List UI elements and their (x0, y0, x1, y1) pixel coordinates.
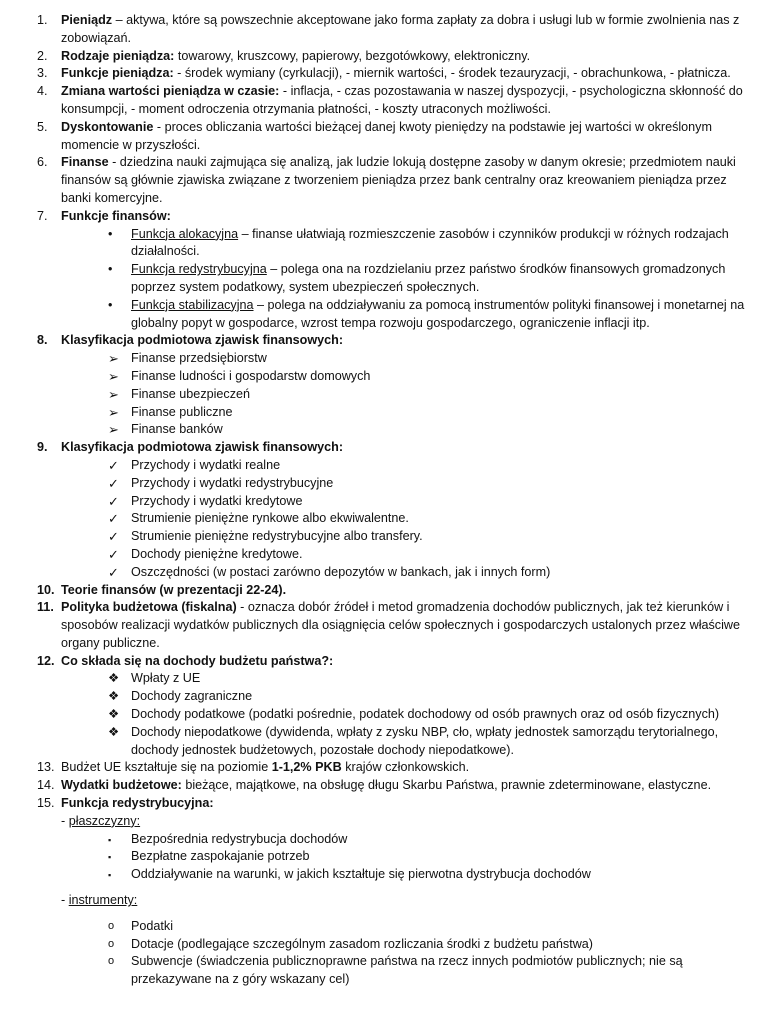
definition: krajów członkowskich. (341, 760, 470, 775)
list-text: Dochody zagraniczne (131, 689, 253, 704)
square-bullet-icon: ▪ (108, 852, 112, 863)
item-number: 11. (37, 600, 54, 615)
term: Funkcja alokacyjna (131, 226, 239, 241)
list-item (37, 795, 746, 989)
definition: – finanse ułatwiają rozmieszczenie zasobów i czynników produkcji w różnych rodzajach działalności. (131, 226, 729, 259)
list-item (108, 493, 746, 511)
list-text: Strumienie pieniężne rynkowe albo ekwiwalentne. (131, 511, 409, 526)
term: Funkcja redystrybucyjna: (61, 796, 214, 811)
definition: - dziedzina nauki zajmująca się analizą, jak ludzie lokują dostępne zasoby w danym okresie; przedmiotem nauki finansów są głównie zjawiska związane z tworzeniem pieniądza przez bank centralny oraz kreowaniem pieniądza przez banki komercyjne. (61, 155, 736, 205)
term: Funkcja stabilizacyjna (131, 297, 254, 312)
item-number: 3. (37, 66, 48, 81)
list-text: Subwencje (świadczenia publicznoprawne państwa na rzecz innych podmiotów publicznych; nie są przekazywane na z góry wskazany cel) (131, 954, 683, 987)
list-item (37, 119, 746, 155)
check-icon: ✓ (108, 564, 119, 580)
list-item (108, 831, 746, 849)
list-text: Strumienie pieniężne redystrybucyjne albo transfery. (131, 529, 423, 544)
definition: - środek wymiany (cyrkulacji), - miernik wartości, - środek tezauryzacji, - obrachunkowa, - płatnicza. (173, 66, 731, 81)
dash-marker: - (61, 893, 69, 908)
item-number: 13. (37, 760, 55, 775)
square-bullet-icon: ▪ (108, 834, 112, 845)
list-item (108, 670, 746, 688)
list-item (108, 546, 746, 564)
term: Teorie finansów (w prezentacji 22-24). (61, 582, 287, 597)
numbered-list (37, 12, 746, 989)
circle-list (61, 918, 746, 989)
subheading-label: płaszczyzny: (68, 813, 141, 828)
list-item (108, 936, 746, 954)
item-number: 4. (37, 84, 48, 99)
list-text: Przychody i wydatki realne (131, 457, 281, 472)
list-item (37, 582, 746, 600)
list-text: Finanse ludności i gospodarstw domowych (131, 368, 371, 383)
list-text: Bezpłatne zaspokajanie potrzeb (131, 849, 310, 864)
list-item (37, 777, 746, 795)
item-number: 10. (37, 582, 55, 597)
item-number: 8. (37, 333, 48, 348)
list-item (37, 154, 746, 207)
term: Klasyfikacja podmiotowa zjawisk finansowych: (61, 333, 344, 348)
list-item (108, 386, 746, 404)
term: Pieniądz (61, 13, 113, 27)
check-icon: ✓ (108, 493, 119, 509)
term: Funkcja redystrybucyjna (131, 262, 267, 277)
list-text: Wpłaty z UE (131, 671, 201, 686)
list-item (37, 208, 746, 333)
list-text: Finanse ubezpieczeń (131, 386, 251, 401)
list-item (108, 457, 746, 475)
term: Polityka budżetowa (fiskalna) (61, 600, 237, 615)
list-item (108, 510, 746, 528)
check-icon: ✓ (108, 546, 119, 562)
subheading-plaszczyzny (61, 813, 746, 831)
list-item (108, 848, 746, 866)
list-item (108, 564, 746, 582)
list-item (108, 706, 746, 724)
list-text: Dotacje (podlegające szczególnym zasadom rozliczania środki z budżetu państwa) (131, 936, 594, 951)
list-text: Oddziaływanie na warunki, w jakich kształtuje się pierwotna dystrybucja dochodów (131, 867, 591, 882)
list-item (37, 439, 746, 581)
term: Funkcje finansów: (61, 208, 171, 223)
list-item (37, 759, 746, 777)
list-item (37, 83, 746, 119)
list-text: Dochody podatkowe (podatki pośrednie, podatek dochodowy od osób prawnych oraz od osób fizycznych) (131, 707, 720, 722)
square-list (61, 831, 746, 884)
definition: – polega na oddziaływaniu za pomocą instrumentów polityki finansowej i monetarnej na globalny popyt w gospodarce, wzrost tempa rozwoju gospodarczego, ograniczenie inflacji itp. (131, 297, 745, 330)
bullet-icon: • (108, 226, 113, 241)
check-icon: ✓ (108, 529, 119, 545)
item-number: 15. (37, 796, 55, 811)
list-text: Przychody i wydatki kredytowe (131, 493, 303, 508)
check-icon: ✓ (108, 475, 119, 491)
text-prefix: Budżet UE kształtuje się na poziomie (61, 760, 272, 775)
term: 1-1,2% PKB (271, 760, 342, 775)
diamond-icon: ❖ (108, 671, 120, 686)
subheading-label: instrumenty: (68, 893, 138, 908)
item-number: 7. (37, 208, 48, 223)
list-item (108, 918, 746, 936)
item-number: 1. (37, 13, 48, 27)
item-number: 2. (37, 48, 48, 63)
arrow-icon: ➢ (108, 386, 119, 402)
arrow-icon: ➢ (108, 422, 119, 438)
definition: - oznacza dobór źródeł i metod gromadzenia dochodów publicznych, jak też kierunków i sposobów realizacji wydatków publicznych dla osiągnięcia celów społecznych i gospodarczych ustalonych przez właściwe organy publiczne. (61, 600, 740, 650)
arrow-icon: ➢ (108, 351, 119, 367)
arrow-list (61, 350, 746, 439)
list-text: Oszczędności (w postaci zarówno depozytów w bankach, jak i innych form) (131, 564, 551, 579)
list-item (108, 688, 746, 706)
arrow-icon: ➢ (108, 368, 119, 384)
circle-bullet-icon: o (108, 919, 115, 932)
list-item (108, 421, 746, 439)
subheading-instrumenty (61, 892, 746, 910)
diamond-icon: ❖ (108, 724, 120, 739)
term: Dyskontowanie (61, 119, 154, 134)
item-number: 12. (37, 653, 55, 668)
list-item (37, 65, 746, 83)
definition: – aktywa, które są powszechnie akceptowane jako forma zapłaty za dobra i usługi lub w formie zwolnienia nas z zobowiązań. (61, 13, 740, 45)
list-item (37, 599, 746, 652)
circle-bullet-icon: o (108, 955, 115, 968)
list-item (37, 653, 746, 760)
list-text: Dochody pieniężne kredytowe. (131, 546, 303, 561)
term: Klasyfikacja podmiotowa zjawisk finansowych: (61, 440, 344, 455)
item-number: 6. (37, 155, 48, 170)
bullet-icon: • (108, 297, 113, 312)
square-bullet-icon: ▪ (108, 870, 112, 881)
list-item (108, 953, 746, 989)
list-text: Finanse publiczne (131, 404, 233, 419)
definition: - proces obliczania wartości bieżącej danej kwoty pieniędzy na podstawie jej wartości w określonym momencie w przyszłości. (61, 119, 712, 152)
bullet-icon: • (108, 262, 113, 277)
list-text: Podatki (131, 918, 174, 933)
diamond-icon: ❖ (108, 689, 120, 704)
list-item (37, 332, 746, 439)
check-icon: ✓ (108, 511, 119, 527)
list-text: Finanse banków (131, 422, 223, 437)
list-item (108, 724, 746, 760)
definition: – polega ona na rozdzielaniu przez państwo środków finansowych gromadzonych poprzez system podatkowy, system ubezpieczeń społecznych. (131, 262, 726, 294)
list-item (108, 368, 746, 386)
list-item (37, 48, 746, 66)
check-icon: ✓ (108, 457, 119, 473)
bullet-list (61, 226, 746, 333)
list-text: Bezpośrednia redystrybucja dochodów (131, 831, 348, 846)
definition: towarowy, kruszcowy, papierowy, bezgotówkowy, elektroniczny. (174, 48, 531, 63)
check-list (61, 457, 746, 582)
item-number: 9. (37, 440, 48, 455)
list-item (108, 528, 746, 546)
term: Wydatki budżetowe: (61, 778, 182, 793)
list-text: Finanse przedsiębiorstw (131, 351, 267, 366)
list-item (108, 404, 746, 422)
diamond-icon: ❖ (108, 707, 120, 722)
list-item (108, 226, 746, 262)
term: Rodzaje pieniądza: (61, 48, 175, 63)
dash-marker: - (61, 813, 69, 828)
list-item (108, 297, 746, 333)
list-text: Przychody i wydatki redystrybucyjne (131, 475, 334, 490)
item-number: 5. (37, 119, 48, 134)
list-item (108, 866, 746, 884)
list-item (108, 350, 746, 368)
arrow-icon: ➢ (108, 404, 119, 420)
item-number: 14. (37, 778, 55, 793)
diamond-list (61, 670, 746, 759)
list-item (37, 12, 746, 48)
term: Finanse (61, 155, 109, 170)
list-item (108, 261, 746, 297)
list-text: Dochody niepodatkowe (dywidenda, wpłaty z zysku NBP, cło, wpłaty jednostek samorządu terytorialnego, dochody jednostek budżetowych, pozostałe dochody niepodatkowe). (131, 724, 719, 757)
definition: - inflacja, - czas pozostawania w naszej dyspozycji, - psychologiczna skłonność do konsumpcji, - moment odroczenia otrzymania płatności, - koszty utraconych możliwości. (61, 84, 743, 116)
term: Zmiana wartości pieniądza w czasie: (61, 84, 280, 99)
definition: bieżące, majątkowe, na obsługę długu Skarbu Państwa, prawnie zdeterminowane, elastyczne. (181, 778, 712, 793)
list-item (108, 475, 746, 493)
circle-bullet-icon: o (108, 937, 115, 950)
term: Co składa się na dochody budżetu państwa?: (61, 653, 334, 668)
term: Funkcje pieniądza: (61, 66, 174, 81)
